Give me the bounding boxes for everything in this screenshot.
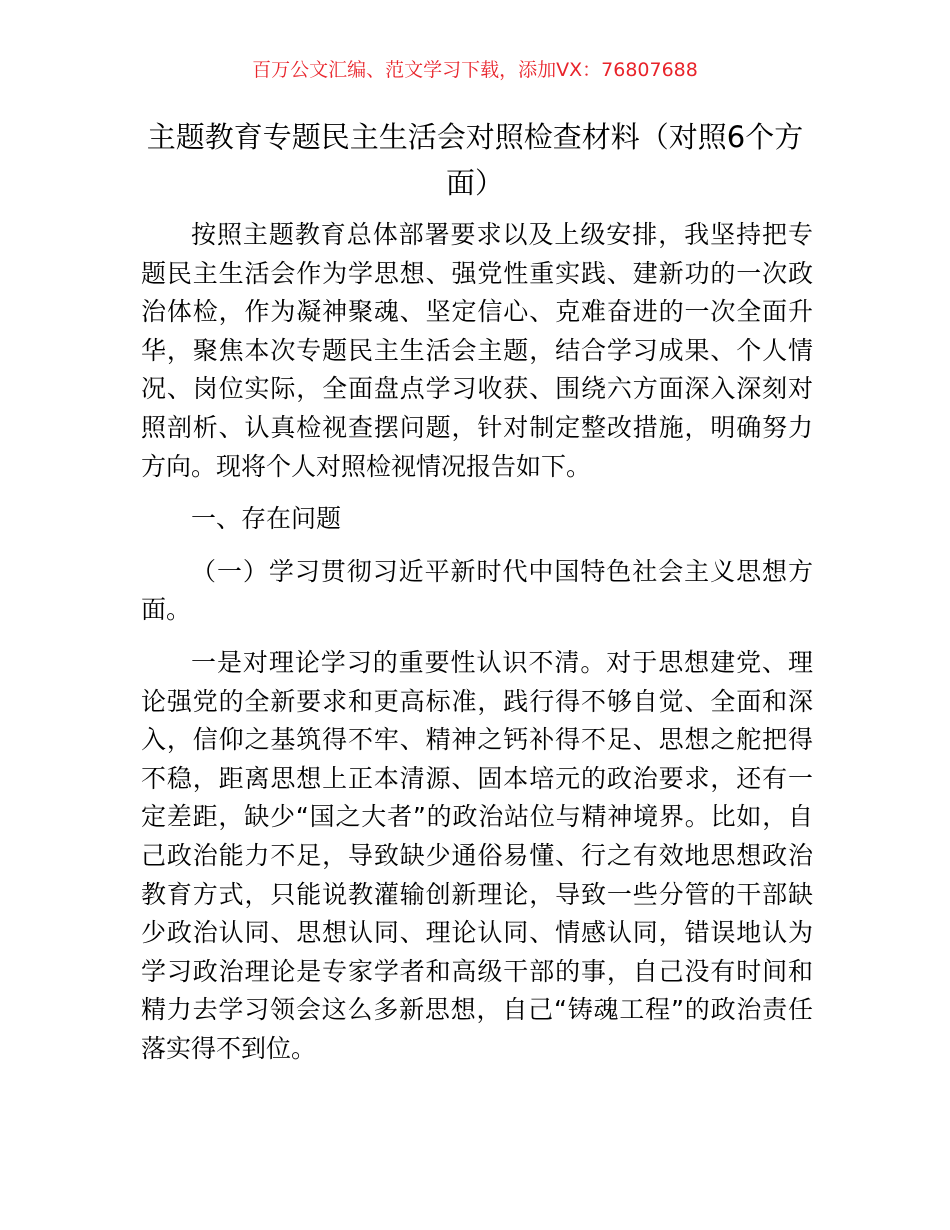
- section-heading: 一、存在问题: [191, 504, 342, 534]
- document-title: 主题教育专题民主生活会对照检查材料（对照6个方面）: [146, 120, 804, 200]
- document-body: [141, 216, 813, 1068]
- watermark-header: 百万公文汇编、范文学习下载，添加VX：76807688: [252, 59, 698, 81]
- body-paragraph: 一是对理论学习的重要性认识不清。对于思想建党、理论强党的全新要求和更高标准，践行得不够自觉、全面和深入，信仰之基筑得不牢、精神之钙补得不足、思想之舵把得不稳，距离思想上正本清源、固本培元的政治要求，还有一定差距，缺少“国之大者”的政治站位与精神境界。比如，自己政治能力不足，导致缺少通俗易懂、行之有效地思想政治教育方式，只能说教灌输创新理论，导致一些分管的干部缺少政治认同、思想认同、理论认同、情感认同，错误地认为学习政治理论是专家学者和高级干部的事，自己没有时间和精力去学习领会这么多新思想，自己“铸魂工程”的政治责任落实得不到位。: [141, 647, 813, 1063]
- subsection-heading: （一）学习贯彻习近平新时代中国特色社会主义思想方面。: [141, 556, 813, 625]
- intro-paragraph: 按照主题教育总体部署要求以及上级安排，我坚持把专题民主生活会作为学思想、强党性重实践、建新功的一次政治体检，作为凝神聚魂、坚定信心、克难奋进的一次全面升华，聚焦本次专题民主生活会主题，结合学习成果、个人情况、岗位实际，全面盘点学习收获、围绕六方面深入深刻对照剖析、认真检视查摆问题，针对制定整改措施，明确努力方向。现将个人对照检视情况报告如下。: [141, 220, 813, 481]
